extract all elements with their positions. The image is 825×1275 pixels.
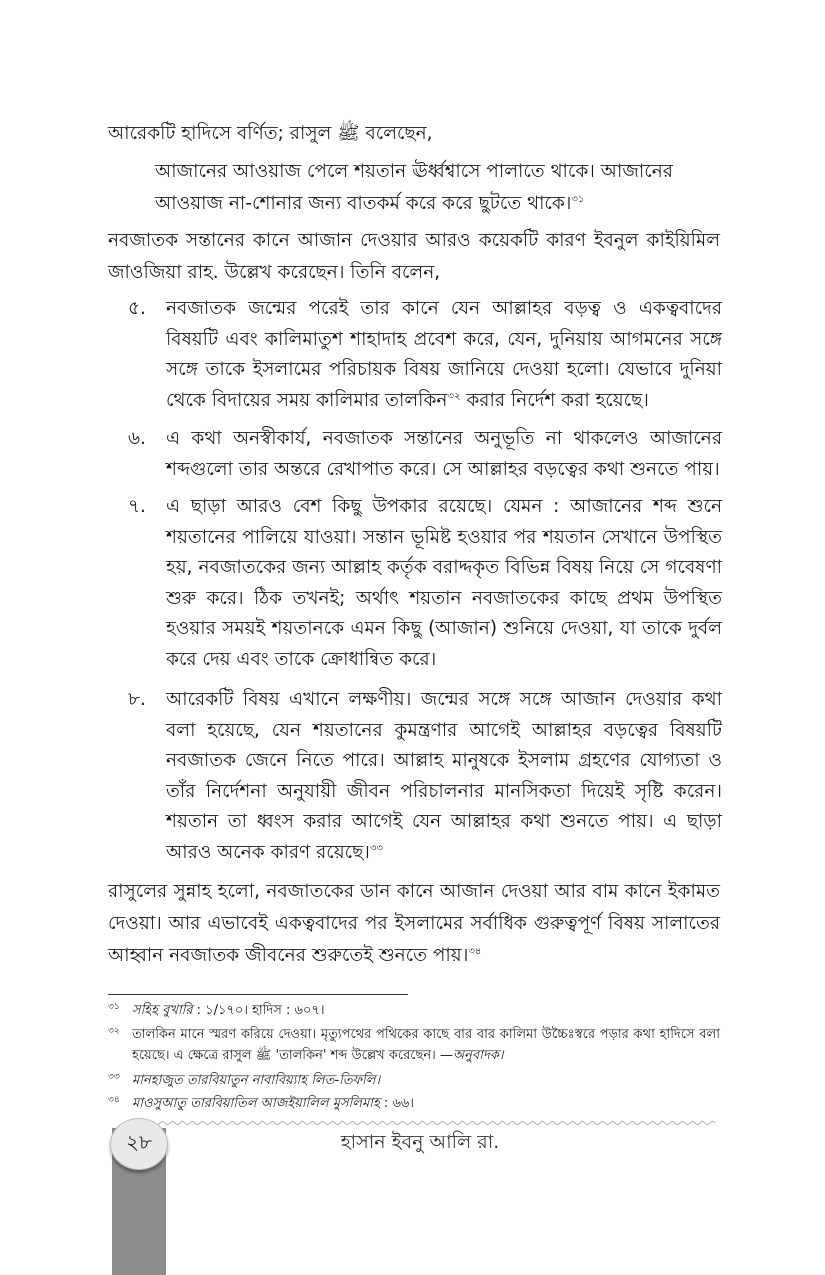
footnote-ref-31: ৩১ xyxy=(571,193,585,205)
footnote-mark: ৩১ xyxy=(108,1002,120,1012)
list-text-part: নবজাতক জন্মের পরেই তার কানে যেন আল্লাহর বড়ত্ব ও একত্ববাদের বিষয়টি এবং কালিমাতুশ শাহাদাহ প্রবেশ করে, যেন, দুনিয়ায় আগমনের সঙ্গে সঙ্গে তাকে ইসলামের পরিচায়ক বিষয় জানিয়ে দেওয়া হলো। যেভাবে দুনিয়া থেকে বিদায়ের সময় কালিমার তালকিন xyxy=(166,298,722,411)
footnote-source: মাওসুআতু তারবিয়াতিল আজইয়ালিল মুসলিমাহ xyxy=(132,1096,380,1111)
footnote-divider xyxy=(108,994,408,995)
footnote-mark: ৩৩ xyxy=(108,1072,120,1082)
page-number: ২৮ xyxy=(110,1118,168,1170)
paragraph-text: নবজাতক সন্তানের কানে আজান দেওয়ার আরও কয়েকটি কারণ ইবনুল কাইয়িমিল জাওজিয়া রাহ. উল্লেখ করেছেন। তিনি বলেন, xyxy=(108,230,720,283)
list-item xyxy=(128,492,722,675)
list-text: এ কথা অনস্বীকার্য, নবজাতক সন্তানের অনুভূতি না থাকলেও আজানের শব্দগুলো তার অন্তরে রেখাপাত করে। সে আল্লাহর বড়ত্বের কথা শুনতে পায়। xyxy=(166,428,722,480)
list-text: এ ছাড়া আরও বেশ কিছু উপকার রয়েছে। যেমন : আজানের শব্দ শুনে শয়তানের পালিয়ে যাওয়া। সন্তান ভূমিষ্ট হওয়ার পর শয়তান সেখানে উপস্থিত হয়, নবজাতকের জন্য আল্লাহ কর্তৃক বরাদ্দকৃত বিভিন্ন বিষয় নিয়ে সে গবেষণা শুরু করে। ঠিক তখনই; অর্থাৎ শয়তান নবজাতকের কাছে প্রথম উপস্থিত হওয়ার সময়ই শয়তানকে এমন কিছু (আজান) শুনিয়ে দেওয়া, যা তাকে দুর্বল করে দেয় এবং তাকে ক্রোধান্বিত করে। xyxy=(166,496,722,670)
list-number: ৭. xyxy=(128,496,146,517)
paragraph-ibn-qayyim xyxy=(108,225,720,289)
paragraph-text: রাসুলের সুন্নাহ হলো, নবজাতকের ডান কানে আজান দেওয়া আর বাম কানে ইকামত দেওয়া। আর এভাবেই একত্ববাদের পর ইসলামের সর্বাধিক গুরুত্বপূর্ণ বিষয় সালাতের আহ্বান নবজাতক জীবনের শুরুতেই শুনতে পায়। xyxy=(108,881,720,966)
decorative-wavy-rule xyxy=(150,1120,715,1126)
footnote-mark: ৩৪ xyxy=(108,1095,120,1105)
list-text-part: আরেকটি বিষয় এখানে লক্ষণীয়। জন্মের সঙ্গে সঙ্গে আজান দেওয়ার কথা বলা হয়েছে, যেন শয়তানের কুমন্ত্রণার আগেই আল্লাহর বড়ত্বের বিষয়টি নবজাতক জেনে নিতে পারে। আল্লাহ মানুষকে ইসলাম গ্রহণের যোগ্যতা ও তাঁর নির্দেশনা অনুযায়ী জীবন পরিচালনার মানসিকতা দিয়েই সৃষ্টি করেন। শয়তান তা ধ্বংস করার আগেই যেন আল্লাহর কথা শুনতে পায়। এ ছাড়া আরও অনেক কারণ রয়েছে। xyxy=(166,689,722,863)
quote-text: আজানের আওয়াজ পেলে শয়তান ঊর্ধ্বশ্বাসে পালাতে থাকে। আজানের আওয়াজ না-শোনার জন্য বাতকর্ম করে করে ছুটতে থাকে। xyxy=(155,161,673,214)
footnote-ref-34: ৩৪ xyxy=(468,945,482,957)
footnote-ref-33: ৩৩ xyxy=(369,842,383,854)
footnote-mark: ৩২ xyxy=(108,1026,120,1036)
list-number: ৫. xyxy=(128,298,146,319)
list-number: ৮. xyxy=(128,689,146,710)
list-text-part: করার নির্দেশ করা হয়েছে। xyxy=(460,389,649,411)
hadith-quote xyxy=(155,156,720,220)
footnote xyxy=(108,1093,720,1114)
footnote xyxy=(108,1070,720,1091)
footnote-text: : ৬৬। xyxy=(379,1096,414,1111)
footnote-text: তালকিন মানে স্মরণ করিয়ে দেওয়া। মৃত্যুপথের পথিকের কাছে বার বার কালিমা উচ্চৈঃস্বরে পড়ার কথা হাদিসে বলা হয়েছে। এ ক্ষেত্রে রাসুল ﷺ 'তালকিন' শব্দ উল্লেখ করেছেন। — xyxy=(132,1027,720,1063)
list-item xyxy=(128,424,722,485)
footnote-source: অনুবাদক। xyxy=(452,1048,504,1063)
footnote xyxy=(108,1024,720,1066)
footnote-ref-32: ৩২ xyxy=(447,390,461,402)
footnote-source: মানহাজুত তারবিয়াতুন নাবাবিয়্যাহ লিত-তিফলি। xyxy=(132,1073,381,1088)
intro-line xyxy=(108,118,720,150)
footnote-text: : ১/১৭০। হাদিস : ৬০৭। xyxy=(192,1003,325,1018)
list-text xyxy=(166,685,722,868)
paragraph-sunnah xyxy=(108,876,720,972)
footnote xyxy=(108,1000,720,1021)
list-text xyxy=(166,294,722,416)
footnote-source: সহিহ বুখারি xyxy=(132,1003,193,1018)
list-number: ৬. xyxy=(128,428,146,449)
list-item xyxy=(128,294,722,416)
intro-text: আরেকটি হাদিসে বর্ণিত; রাসুল ﷺ বলেছেন, xyxy=(108,123,433,144)
running-title: হাসান ইবনু আলি রা. xyxy=(340,1131,500,1153)
list-item xyxy=(128,685,722,868)
